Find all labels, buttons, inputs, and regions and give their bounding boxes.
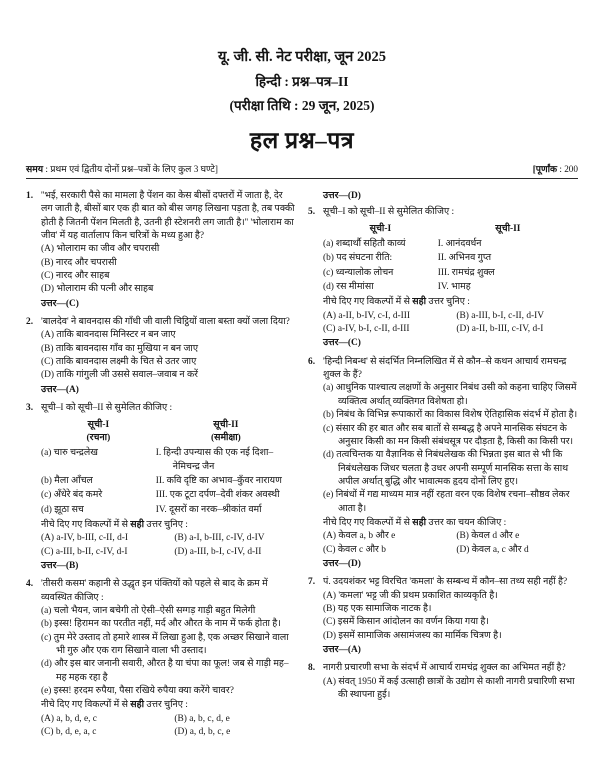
option-a: (A) a, b, d, e, c — [41, 713, 97, 724]
list1-header: सूची-I (रचना) — [86, 419, 111, 443]
statement-d: (d) तत्वचिन्तक या वैज्ञानिक से निबंधलेखक की भिन्नता इस बात से भी कि निबंधलेखक जिधर चलता है उधर अपनी सम्पूर्ण मानसिक सत्ता के साथ अपील अर्थात् बुद्धि और भावात्मक हृदय दोनों लिए हुए। — [323, 450, 569, 487]
question-text: सूची–I को सूची–II से सुमेलित कीजिए : — [41, 403, 173, 414]
statement-e: (e) इस्स! हरदम रुपैया, पैसा रखिये रुपैया क्या करेंगे चावर? — [41, 686, 234, 697]
match-row: (b) मैला आँचल II. कवि दृष्टि का अभाव–कुँवर नारायण — [41, 475, 282, 486]
total-marks: [पूर्णांक : 200 — [532, 164, 578, 174]
option-b: (B) नारद और चपरासी — [41, 257, 117, 268]
time-allowed: समय : प्रथम एवं द्वितीय दोनों प्रश्न–पत्रों के लिए कुल 3 घण्टे] — [26, 164, 218, 174]
option-c: (C) इसमें किसान आंदोलन का वर्णन किया गया है। — [323, 617, 489, 628]
answer-line: उत्तर—(D) — [323, 558, 361, 569]
option-a: (A) केवल a, b और e — [323, 531, 396, 542]
question-text: ''भई, सरकारी पैसे का मामला है पेंशन का केस बीसों दफ्तरों में जाता है, देर लग जाती है, बीसों बार एक ही बात को बीस जगह लिखना पड़ता है, तब पक्की होती है जितनी पेंशन मिलती है, उतनी ही स्टेशनरी लग जाती है।'' 'भोलाराम का जीव' में यह वार्तालाप किन चरित्रों के मध्य हुआ है? — [41, 191, 295, 242]
option-b: (B) केवल d और e — [456, 531, 520, 542]
choose-instruction: नीचे दिए गए विकल्पों में से सही उत्तर चुनिए : — [41, 519, 188, 530]
question-1 — [26, 190, 296, 312]
match-row: (a) शब्दार्थौ सहितौ काव्यं I. आनंदवर्धन — [323, 239, 482, 250]
question-text: सूची–I को सूची–II से सुमेलित कीजिए : — [323, 207, 455, 218]
paper-header — [26, 46, 578, 114]
options-grid — [41, 713, 296, 740]
option-b: (B) a-I, b-III, c-IV, d-IV — [174, 533, 265, 544]
match-row: (d) झूठा सच IV. दूसरों का नरक–श्रीकांत वर्मा — [41, 504, 262, 515]
question-4 — [26, 578, 296, 739]
option-a: (A) a-IV, b-III, c-II, d-I — [41, 533, 129, 544]
statement-b: (b) निबंध के विभिन्न रूपाकारों का विकास विशेष ऐतिहासिक संदर्भ में होता है। — [323, 410, 578, 421]
match-row: (c) अँधेरे बंद कमरे III. एक टूटा दर्पण–देवी शंकर अवस्थी — [41, 490, 280, 501]
options-grid — [41, 532, 296, 559]
statement-d: (d) और इस बार जनानी सवारी, औरत है या चंपा का फूल! जब से गाड़ी मह–मह महक रहा है — [41, 659, 289, 683]
option-d: (D) ताकि गांगुली जी उससे सवाल–जवाब न करें — [41, 370, 198, 381]
option-b: (B) a-III, b-I, c-II, d-IV — [456, 310, 545, 321]
option-d: (D) a-II, b-III, c-IV, d-I — [456, 324, 544, 335]
answer-line: उत्तर—(A) — [323, 645, 361, 655]
match-row: (c) ध्वन्यालोक लोचन III. रामचंद्र शुक्ल — [323, 267, 495, 278]
list1-header: सूची-I — [369, 223, 392, 234]
question-number: 6. — [308, 356, 316, 367]
question-number: 3. — [26, 403, 34, 414]
question-number: 4. — [26, 579, 34, 590]
option-a: (A) भोलाराम का जीव और चपरासी — [41, 244, 160, 255]
statement-c: (c) संसार की हर बात और सब बातों से सम्बद्ध है अपने मानसिक संघटन के अनुसार किसी का मन किसी संबंधसूत्र पर दौड़ता है, किसी का किसी पर। — [323, 423, 574, 447]
question-8 — [308, 662, 578, 702]
question-number: 1. — [26, 191, 34, 201]
question-2 — [26, 316, 296, 398]
answer-line: उत्तर—(C) — [41, 298, 79, 309]
statement-a: (a) चलो भैयन, जान बचेगी तो ऐसी–ऐसी सग्गड़ गाड़ी बहुत मिलेगी — [41, 605, 256, 616]
answer-line: उत्तर—(C) — [323, 338, 361, 349]
answer-line-q4: उत्तर—(D) — [323, 191, 361, 201]
option-b: (B) ताकि बावनदास गाँव का मुखिया न बन जाए — [41, 343, 199, 354]
option-a: (A) संवत् 1950 में कई उत्साही छात्रों के उद्योग से काशी नागरी प्रचारिणी सभा की स्थापना हुई। — [323, 676, 575, 701]
question-5 — [308, 206, 578, 351]
option-c: (C) a-IV, b-I, c-II, d-III — [323, 324, 410, 335]
time-marks-row — [26, 162, 578, 179]
option-d: (D) a, d, b, c, e — [174, 727, 231, 738]
option-b: (B) यह एक सामाजिक नाटक है। — [323, 603, 432, 614]
choose-instruction: नीचे दिए गए विकल्पों में से सही उत्तर का चयन कीजिए : — [323, 517, 507, 528]
match-row: (a) चारु चन्द्रलेख I. हिन्दी उपन्यास की एक नई दिशा–नेमिचन्द्र जैन — [41, 448, 274, 472]
option-a: (A) ताकि बावनदास मिनिस्टर न बन जाए — [41, 330, 176, 341]
option-a: (A) 'कमला' भट्ट जी की प्रथम प्रकाशित काव्यकृति है। — [323, 590, 498, 601]
question-number: 7. — [308, 577, 316, 588]
match-row: (b) पद संघटना रीति: II. अभिनव गुप्त — [323, 253, 492, 264]
option-c: (C) ताकि बावनदास लक्ष्मी के चित से उतर जाए — [41, 357, 197, 368]
match-row: (d) रस मीमांसा IV. भामह — [323, 282, 471, 293]
statement-e: (e) निबंधों में गद्य माध्यम मात्र नहीं रहता वरन एक विशेष रचना–सौष्ठव लेकर आता है। — [323, 490, 570, 514]
option-b: (B) a, b, c, d, e — [174, 713, 230, 724]
match-list-table — [41, 419, 296, 517]
option-d: (D) केवल a, c और d — [456, 544, 529, 555]
paper-subject: हिन्दी : प्रश्न–पत्र–II — [255, 74, 349, 89]
options-grid — [323, 310, 578, 337]
solved-paper-title: हल प्रश्न–पत्र — [249, 128, 355, 153]
exam-name: यू. जी. सी. नेट परीक्षा, जून 2025 — [218, 49, 386, 65]
question-number: 8. — [308, 663, 316, 674]
question-7 — [308, 576, 578, 658]
question-6 — [308, 356, 578, 573]
question-text: 'हिन्दी निबन्ध' से संदर्भित निम्नलिखित में से कौन–से कथन आचार्य रामचन्द्र शुक्ल के हैं? — [323, 356, 567, 381]
statement-c: (c) तुम मेरे उस्ताद तो हमारे शास्त्र में लिखा हुआ है, एक अच्छर सिखाने वाला भी गुरु और एक राग सिखाने वाला भी उस्ताद। — [41, 632, 289, 656]
question-text: 'बालदेव' ने बावनदास की गाँधी जी वाली चिट्ठियों वाला बस्ता क्यों जला दिया? — [41, 317, 290, 328]
left-column — [26, 190, 296, 743]
statement-a: (a) आधुनिक पाश्चात्य लक्षणों के अनुसार निबंध उसी को कहना चाहिए जिसमें व्यक्तित्व अर्थात् व्यक्तिगत विशेषता हो। — [323, 383, 577, 407]
statement-b: (b) इस्स! हिरामन का परतीत नहीं, मर्द और औरत के नाम में फर्क होता है। — [41, 619, 281, 630]
match-list-table — [323, 223, 578, 295]
option-c: (C) a-III, b-II, c-IV, d-I — [41, 546, 128, 557]
option-a: (A) a-II, b-IV, c-I, d-III — [323, 310, 411, 321]
question-3 — [26, 402, 296, 574]
exam-date: (परीक्षा तिथि : 29 जून, 2025) — [229, 98, 375, 113]
list2-header: सूची-II (समीक्षा) — [210, 419, 241, 443]
option-c: (C) नारद और साहब — [41, 271, 110, 282]
list2-header: सूची-II — [495, 223, 521, 234]
question-number: 2. — [26, 317, 34, 328]
option-d: (D) इसमें सामाजिक असामंजस्य का मार्मिक चित्रण है। — [323, 630, 502, 641]
choose-instruction: नीचे दिए गए विकल्पों में से सही उत्तर चुनिए : — [41, 700, 188, 711]
answer-line: उत्तर—(A) — [41, 384, 79, 395]
right-column — [308, 190, 578, 743]
answer-line: उत्तर—(B) — [41, 560, 79, 571]
option-d: (D) भोलाराम की पत्नी और साहब — [41, 284, 154, 295]
option-c: (C) b, d, e, a, c — [41, 727, 97, 738]
option-d: (D) a-III, b-I, c-IV, d-II — [174, 546, 262, 557]
two-column-body — [26, 190, 578, 743]
option-c: (C) केवल c और b — [323, 544, 386, 555]
question-text: 'तीसरी कसम' कहानी से उद्धृत इन पंक्तियों को पहले से बाद के क्रम में व्यवस्थित कीजिए : — [41, 579, 268, 603]
question-number: 5. — [308, 207, 316, 218]
choose-instruction: नीचे दिए गए विकल्पों में से सही उत्तर चुनिए : — [323, 297, 470, 308]
question-text: नागरी प्रचारणी सभा के संदर्भ में आचार्य रामचंद्र शुक्ल का अभिमत नहीं है? — [323, 663, 566, 674]
question-text: पं. उदयशंकर भट्ट विरचित 'कमला' के सम्बन्ध में कौन–सा तथ्य सही नहीं है? — [323, 577, 568, 588]
options-grid — [323, 530, 578, 557]
